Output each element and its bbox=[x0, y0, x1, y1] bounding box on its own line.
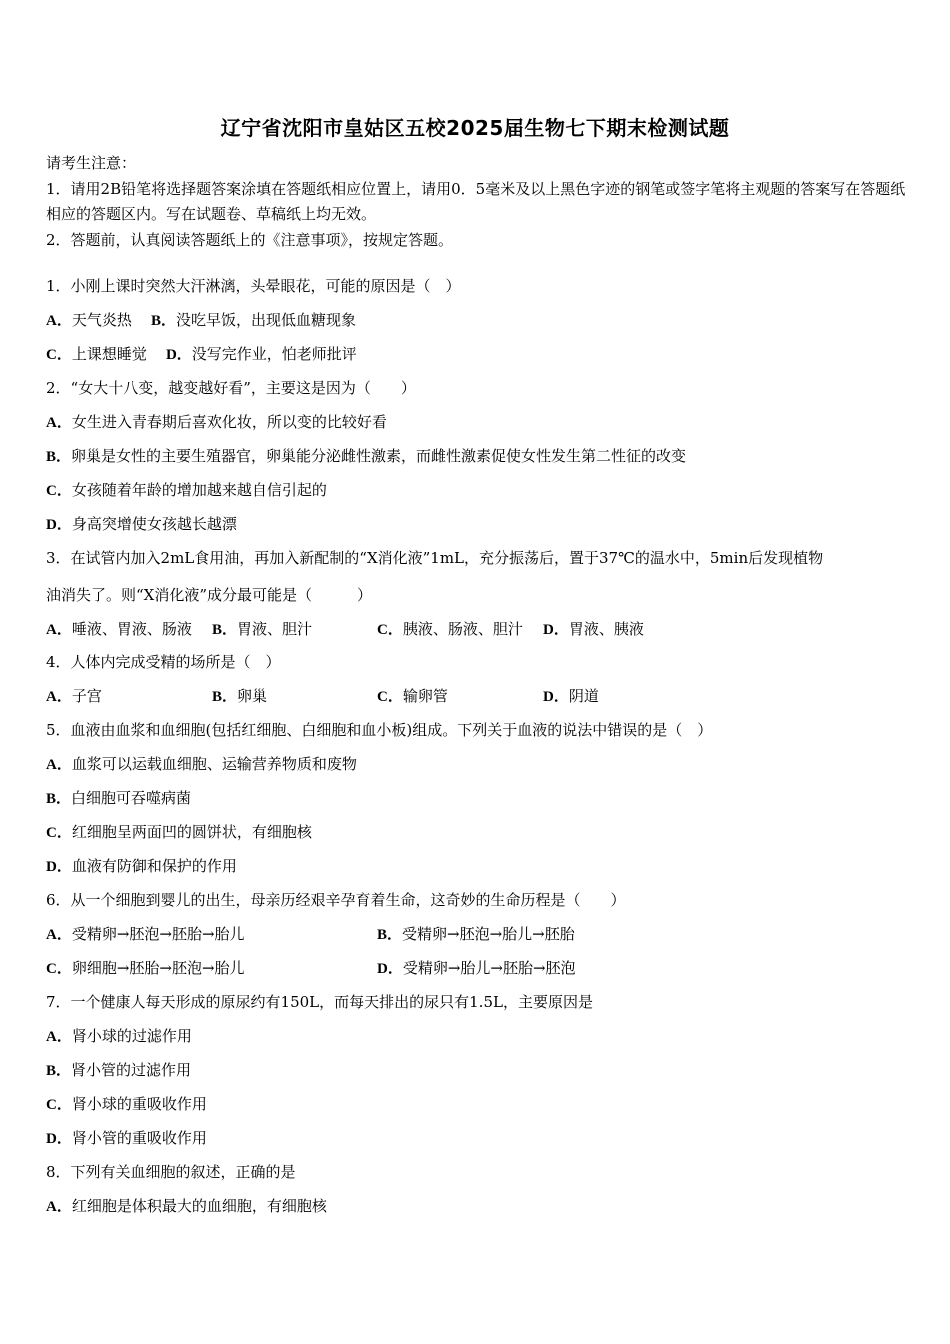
q3-option-d: 胃液、胰液 bbox=[568, 620, 644, 638]
q7-option-d: 肾小管的重吸收作用 bbox=[71, 1129, 207, 1147]
option-label: D． bbox=[165, 347, 192, 363]
q7-option-a: 肾小球的过滤作用 bbox=[71, 1027, 192, 1045]
q3-option-b: 胃液、胆汁 bbox=[237, 620, 313, 638]
q7-option-d-row bbox=[46, 1128, 207, 1149]
q7-option-a-row bbox=[46, 1026, 192, 1047]
option-label: A． bbox=[46, 415, 72, 431]
q5-option-b: 白细胞可吞噬病菌 bbox=[71, 789, 192, 807]
q6-option-b-row bbox=[377, 924, 575, 945]
q4-option-b: 卵巢 bbox=[237, 687, 268, 705]
q3-option-a-row bbox=[46, 619, 192, 640]
option-label: A． bbox=[46, 1199, 72, 1215]
option-label: C． bbox=[46, 1097, 72, 1113]
option-label: C． bbox=[46, 825, 72, 841]
q7-option-b-row bbox=[46, 1060, 191, 1081]
question-3-stem-line-2: 油消失了。则“X消化液”成分最可能是（ ） bbox=[46, 586, 373, 604]
q8-option-a: 红细胞是体积最大的血细胞，有细胞核 bbox=[71, 1197, 327, 1215]
option-label: A． bbox=[46, 927, 72, 943]
q7-option-c: 肾小球的重吸收作用 bbox=[71, 1095, 207, 1113]
q2-option-c: 女孩随着年龄的增加越来越自信引起的 bbox=[71, 481, 327, 499]
option-label: D． bbox=[46, 517, 72, 533]
option-label: A． bbox=[46, 757, 72, 773]
option-label: B． bbox=[46, 791, 72, 807]
q5-option-a: 血浆可以运载血细胞、运输营养物质和废物 bbox=[71, 755, 357, 773]
option-label: C． bbox=[46, 483, 72, 499]
q5-option-b-row bbox=[46, 788, 191, 809]
q2-option-c-row bbox=[46, 480, 327, 501]
q1-option-b: 没吃早饭，出现低血糖现象 bbox=[175, 311, 356, 329]
q2-option-b: 卵巢是女性的主要生殖器官，卵巢能分泌雌性激素，而雌性激素促使女性发生第二性征的改变 bbox=[71, 447, 687, 465]
option-label: B． bbox=[212, 622, 238, 638]
option-label: B． bbox=[150, 313, 176, 329]
page-title: 辽宁省沈阳市皇姑区五校2025届生物七下期末检测试题 bbox=[220, 116, 730, 140]
q1-option-a: 天气炎热 bbox=[71, 311, 132, 329]
q6-option-d-row bbox=[377, 958, 576, 979]
question-2-stem: 2．“女大十八变，越变越好看”，主要这是因为（ ） bbox=[46, 379, 416, 397]
option-label: A． bbox=[46, 1029, 72, 1045]
question-6-stem: 6．从一个细胞到婴儿的出生，母亲历经艰辛孕育着生命，这奇妙的生命历程是（ ） bbox=[46, 891, 626, 909]
question-7-stem: 7．一个健康人每天形成的原尿约有150L，而每天排出的尿只有1.5L，主要原因是 bbox=[46, 993, 593, 1011]
option-label: A． bbox=[46, 313, 72, 329]
q7-option-c-row bbox=[46, 1094, 207, 1115]
option-label: C． bbox=[377, 622, 403, 638]
q2-option-d-row bbox=[46, 514, 237, 535]
q4-option-a: 子宫 bbox=[71, 687, 102, 705]
option-label: B． bbox=[212, 689, 238, 705]
option-label: D． bbox=[377, 961, 403, 977]
q4-option-a-row bbox=[46, 686, 102, 707]
q6-option-a: 受精卵→胚泡→胚胎→胎儿 bbox=[71, 925, 245, 943]
q8-option-a-row bbox=[46, 1196, 327, 1217]
q7-option-b: 肾小管的过滤作用 bbox=[71, 1061, 192, 1079]
q1-option-d: 没写完作业，怕老师批评 bbox=[191, 345, 357, 363]
q1-option-c: 上课想睡觉 bbox=[71, 345, 147, 363]
notice-item-1: 1．请用2B铅笔将选择题答案涂填在答题纸相应位置上，请用0．5毫米及以上黑色字迹的钢笔或签字笔将主观题的答案写在答题纸相应的答题区内。写在试题卷、草稿纸上均无效。 bbox=[46, 179, 906, 223]
question-1-options-cd bbox=[46, 344, 357, 365]
option-label: B． bbox=[377, 927, 403, 943]
q5-option-c: 红细胞呈两面凹的圆饼状，有细胞核 bbox=[71, 823, 312, 841]
q3-option-c-row bbox=[377, 619, 523, 640]
q4-option-d-row bbox=[543, 686, 599, 707]
option-label: C． bbox=[377, 689, 403, 705]
q6-option-c: 卵细胞→胚胎→胚泡→胎儿 bbox=[71, 959, 245, 977]
q6-option-d: 受精卵→胎儿→胚胎→胚泡 bbox=[402, 959, 576, 977]
option-label: C． bbox=[46, 961, 72, 977]
notice-block bbox=[46, 151, 906, 253]
q2-option-a-row bbox=[46, 412, 387, 433]
notice-heading: 请考生注意： bbox=[46, 154, 137, 172]
q5-option-d-row bbox=[46, 856, 237, 877]
option-label: A． bbox=[46, 689, 72, 705]
q3-option-b-row bbox=[212, 619, 312, 640]
q4-option-c-row bbox=[377, 686, 448, 707]
question-1-options-ab bbox=[46, 310, 356, 331]
notice-item-2: 2．答题前，认真阅读答题纸上的《注意事项》，按规定答题。 bbox=[46, 230, 454, 249]
question-5-stem: 5．血液由血浆和血细胞(包括红细胞、白细胞和血小板)组成。下列关于血液的说法中错误的是（ ） bbox=[46, 721, 713, 739]
q6-option-c-row bbox=[46, 958, 245, 979]
q6-option-b: 受精卵→胚泡→胎儿→胚胎 bbox=[402, 925, 575, 943]
q4-option-b-row bbox=[212, 686, 267, 707]
q3-option-a: 唾液、胃液、肠液 bbox=[71, 620, 192, 638]
q4-option-d: 阴道 bbox=[568, 687, 599, 705]
q5-option-a-row bbox=[46, 754, 357, 775]
question-1-stem: 1．小刚上课时突然大汗淋漓，头晕眼花，可能的原因是（ ） bbox=[46, 277, 461, 295]
option-label: D． bbox=[46, 859, 72, 875]
q3-option-d-row bbox=[543, 619, 644, 640]
q5-option-c-row bbox=[46, 822, 312, 843]
option-label: D． bbox=[543, 689, 569, 705]
question-8-stem: 8．下列有关血细胞的叙述，正确的是 bbox=[46, 1163, 296, 1181]
q2-option-a: 女生进入青春期后喜欢化妆，所以变的比较好看 bbox=[71, 413, 387, 431]
option-label: D． bbox=[46, 1131, 72, 1147]
q2-option-b-row bbox=[46, 446, 686, 467]
q5-option-d: 血液有防御和保护的作用 bbox=[71, 857, 237, 875]
option-label: B． bbox=[46, 1063, 72, 1079]
q2-option-d: 身高突增使女孩越长越漂 bbox=[71, 515, 237, 533]
option-label: A． bbox=[46, 622, 72, 638]
question-3-stem-line-1: 3．在试管内加入2mL食用油，再加入新配制的“X消化液”1mL，充分振荡后，置于37℃的温水中，5min后发现植物 bbox=[46, 549, 824, 567]
q3-option-c: 胰液、肠液、胆汁 bbox=[402, 620, 523, 638]
q6-option-a-row bbox=[46, 924, 245, 945]
question-4-stem: 4．人体内完成受精的场所是（ ） bbox=[46, 653, 281, 671]
option-label: C． bbox=[46, 347, 72, 363]
option-label: B． bbox=[46, 449, 72, 465]
option-label: D． bbox=[543, 622, 569, 638]
q4-option-c: 输卵管 bbox=[402, 687, 448, 705]
